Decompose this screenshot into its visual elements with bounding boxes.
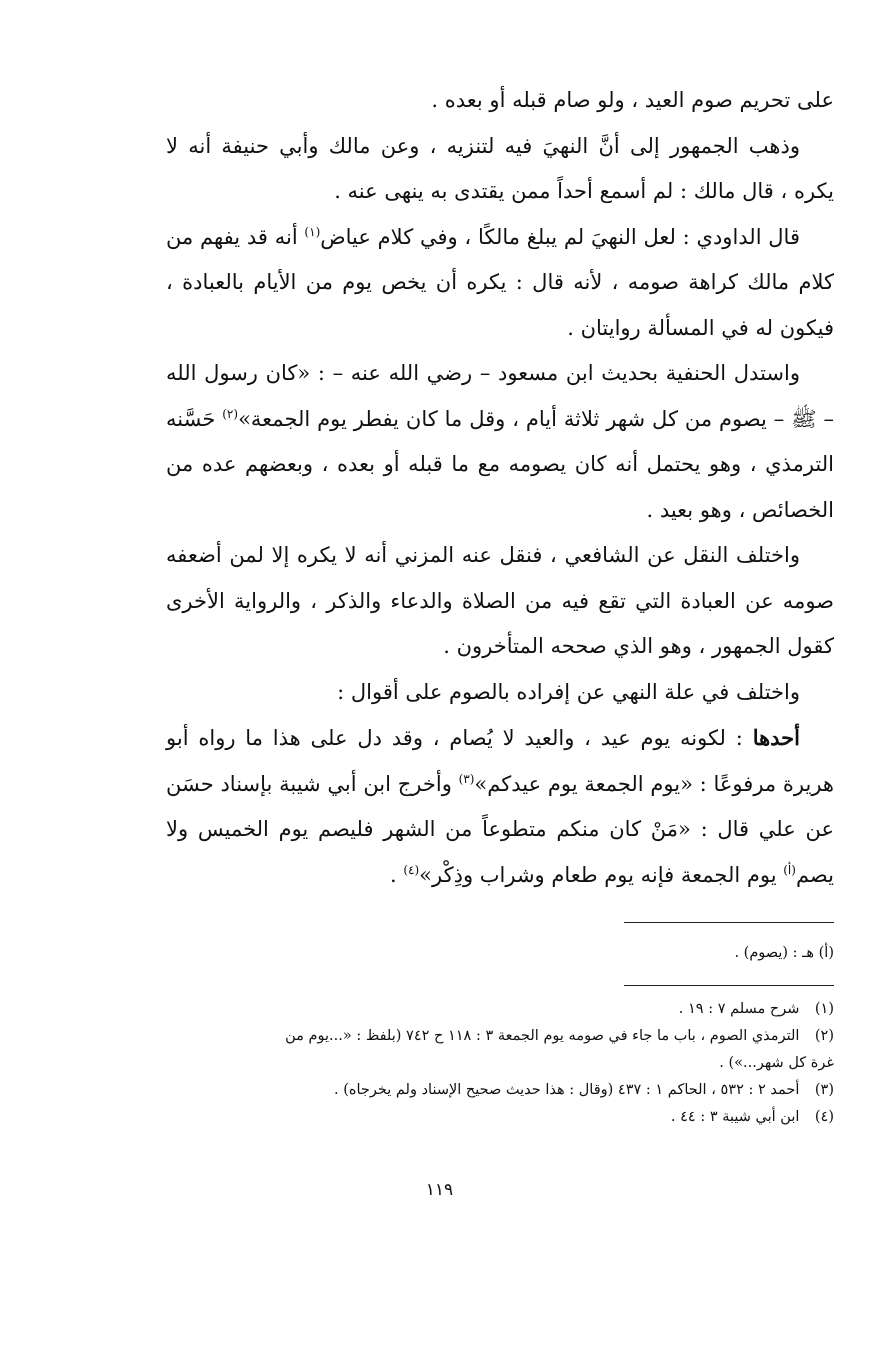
paragraph-1: [166, 78, 834, 124]
footnote-1-number: (١): [814, 1001, 834, 1017]
footnote-1-text: شرح مسلم ٧ : ١٩ .: [678, 1001, 800, 1017]
paragraph-7-text-b: وأخرج ابن أبي شيبة بإسناد حسَن عن علي قال : «مَنْ كان منكم متطوعاً من الشهر فليصم يوم الخميس ولا يصم: [166, 771, 834, 887]
footnote-separator-line: [624, 985, 834, 986]
paragraph-7-text-c: يوم الجمعة فإنه يوم طعام وشراب وذِكْر»: [419, 862, 784, 887]
footnote-ref-2: (٢): [222, 406, 239, 421]
paragraph-2: [166, 124, 834, 215]
main-text: [166, 78, 834, 898]
footnote-2-continuation: غرة كل شهر...») .: [719, 1055, 834, 1071]
paragraph-7: [166, 715, 834, 898]
footnote-3: [166, 1077, 834, 1104]
paragraph-5-text: واختلف النقل عن الشافعي ، فنقل عنه المزني أنه لا يكره إلا لمن أضعفه صومه عن العبادة التي تقع فيه من الصلاة والدعاء والذكر ، والرواية الأخرى كقول الجمهور ، وهو الذي صححه المتأخرون .: [166, 543, 834, 658]
footnote-4-number: (٤): [814, 1109, 834, 1125]
paragraph-7-lead: أحدها: [752, 725, 800, 750]
footnote-2-number: (٢): [814, 1028, 834, 1044]
footnote-1: [166, 996, 834, 1023]
paragraph-7-text-a: : لكونه يوم عيد ، والعيد لا يُصام ، وقد دل على هذا ما رواه أبو هريرة مرفوعًا : «يوم الجمعة يوم عيدكم»: [166, 726, 834, 796]
paragraph-3-text-b: أنه قد يفهم من كلام مالك كراهة صومه ، لأنه قال : يكره أن يخص يوم من الأيام بالعبادة ، فيكون له في المسألة روايتان .: [166, 224, 834, 340]
paragraph-3-text-a: قال الداودي : لعل النهيَ لم يبلغ مالكًا ، وفي كلام عياض: [320, 224, 800, 249]
footnote-2: [166, 1023, 834, 1050]
footnote-ref-4: (٤): [403, 862, 420, 877]
footnote-ref-3: (٣): [458, 771, 475, 786]
paragraph-7-end: .: [389, 862, 404, 887]
variant-separator-line: [624, 922, 834, 923]
paragraph-1-text: على تحريم صوم العيد ، ولو صام قبله أو بعده .: [431, 88, 834, 112]
variant-ref-a: (أ): [783, 862, 796, 877]
footnote-4-text: ابن أبي شيبة ٣ : ٤٤ .: [670, 1109, 800, 1125]
footnote-2-text: الترمذي الصوم ، باب ما جاء في صومه يوم الجمعة ٣ : ١١٨ ح ٧٤٢ (بلفظ : «...يوم من: [285, 1028, 800, 1044]
footnote-3-number: (٣): [814, 1082, 834, 1098]
paragraph-2-text: وذهب الجمهور إلى أنَّ النهيَ فيه لتنزيه ، وعن مالك وأبي حنيفة أنه لا يكره ، قال مالك : لم أسمع أحداً ممن يقتدى به ينهى عنه .: [166, 133, 834, 203]
paragraph-6: [166, 670, 834, 716]
page-number: ١١٩: [425, 1180, 454, 1200]
variant-note: (أ) هـ : (يصوم) .: [734, 945, 834, 961]
paragraph-3: [166, 215, 834, 352]
footnotes: [166, 996, 834, 1131]
paragraph-6-text: واختلف في علة النهي عن إفراده بالصوم على أقوال :: [337, 679, 800, 704]
paragraph-4-text-a: واستدل الحنفية بحديث ابن مسعود – رضي الله عنه – : «كان رسول الله – ﷺ – يصوم من كل شهر ثلاثة أيام ، وقل ما كان يفطر يوم الجمعة»: [166, 361, 834, 431]
paragraph-4-text-b: حَسَّنه الترمذي ، وهو يحتمل أنه كان يصومه مع ما قبله أو بعده ، وبعضهم عده من الخصائص ، وهو بعيد .: [166, 406, 834, 522]
paragraph-4: [166, 351, 834, 533]
paragraph-5: [166, 533, 834, 670]
footnote-ref-1: (١): [304, 224, 321, 239]
footnote-3-text: أحمد ٢ : ٥٣٢ ، الحاكم ١ : ٤٣٧ (وقال : هذا حديث صحيح الإسناد ولم يخرجاه) .: [334, 1082, 800, 1098]
footnote-4: [166, 1104, 834, 1131]
